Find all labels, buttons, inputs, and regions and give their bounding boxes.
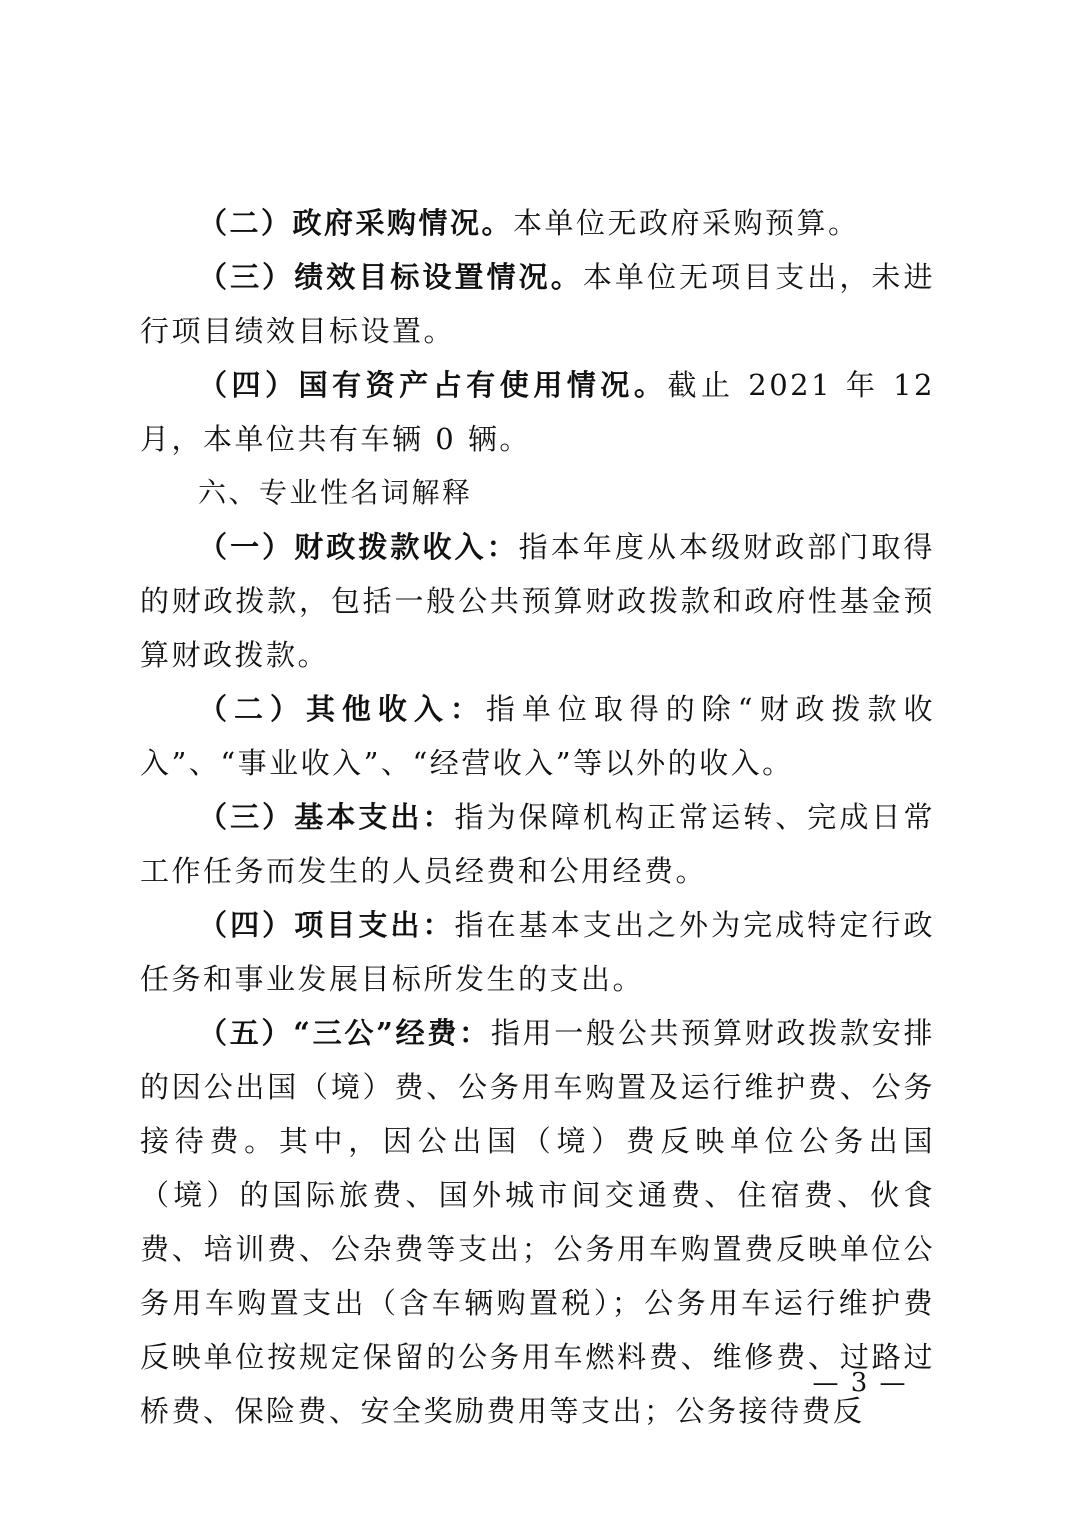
paragraph-lead: （四）项目支出： — [198, 908, 455, 942]
paragraph-government-procurement — [140, 196, 935, 250]
paragraph-lead: （三）基本支出： — [198, 800, 455, 834]
paragraph-project-expenditure — [140, 898, 935, 1006]
paragraph-basic-expenditure — [140, 790, 935, 898]
paragraph-text: 指为保障机构正常运转、完成日常工作任务而发生的人员经费和公用经费。 — [140, 800, 935, 888]
paragraph-text: 指用一般公共预算财政拨款安排的因公出国（境）费、公务用车购置及运行维护费、公务接待费。其中，因公出国（境）费反映单位公务出国（境）的国际旅费、国外城市间交通费、住宿费、伙食费、培训费、公杂费等支出；公务用车购置费反映单位公务用车购置支出（含车辆购置税）；公务用车运行维护费反映单位按规定保留的公务用车燃料费、维修费、过路过桥费、保险费、安全奖励费用等支出；公务接待费反 — [140, 1016, 935, 1428]
paragraph-text: 截止 2021 年 12 月，本单位共有车辆 0 辆。 — [140, 368, 935, 456]
paragraph-lead: （二）其他收入： — [198, 692, 486, 726]
paragraph-text: 本单位无项目支出，未进行项目绩效目标设置。 — [140, 260, 935, 348]
paragraph-text: 指本年度从本级财政部门取得的财政拨款，包括一般公共预算财政拨款和政府性基金预算财政拨款。 — [140, 530, 935, 672]
section-heading: 六、专业性名词解释 — [198, 476, 473, 509]
paragraph-lead: （三）绩效目标设置情况。 — [198, 260, 583, 294]
paragraph-state-assets — [140, 358, 935, 466]
paragraph-performance-targets — [140, 250, 935, 358]
paragraph-text: 指在基本支出之外为完成特定行政任务和事业发展目标所发生的支出。 — [140, 908, 935, 996]
paragraph-other-income — [140, 682, 935, 790]
body-text — [140, 196, 935, 1438]
paragraph-text: 指单位取得的除“财政拨款收入”、“事业收入”、“经营收入”等以外的收入。 — [140, 692, 935, 780]
page-number: — 3 — — [812, 1368, 908, 1398]
paragraph-fiscal-appropriation-income — [140, 520, 935, 682]
paragraph-lead: （二）政府采购情况。 — [198, 206, 514, 240]
paragraph-lead: （五）“三公”经费： — [198, 1016, 491, 1050]
paragraph-lead: （四）国有资产占有使用情况。 — [198, 368, 668, 402]
paragraph-text: 本单位无政府采购预算。 — [513, 206, 860, 240]
paragraph-lead: （一）财政拨款收入： — [198, 530, 519, 564]
